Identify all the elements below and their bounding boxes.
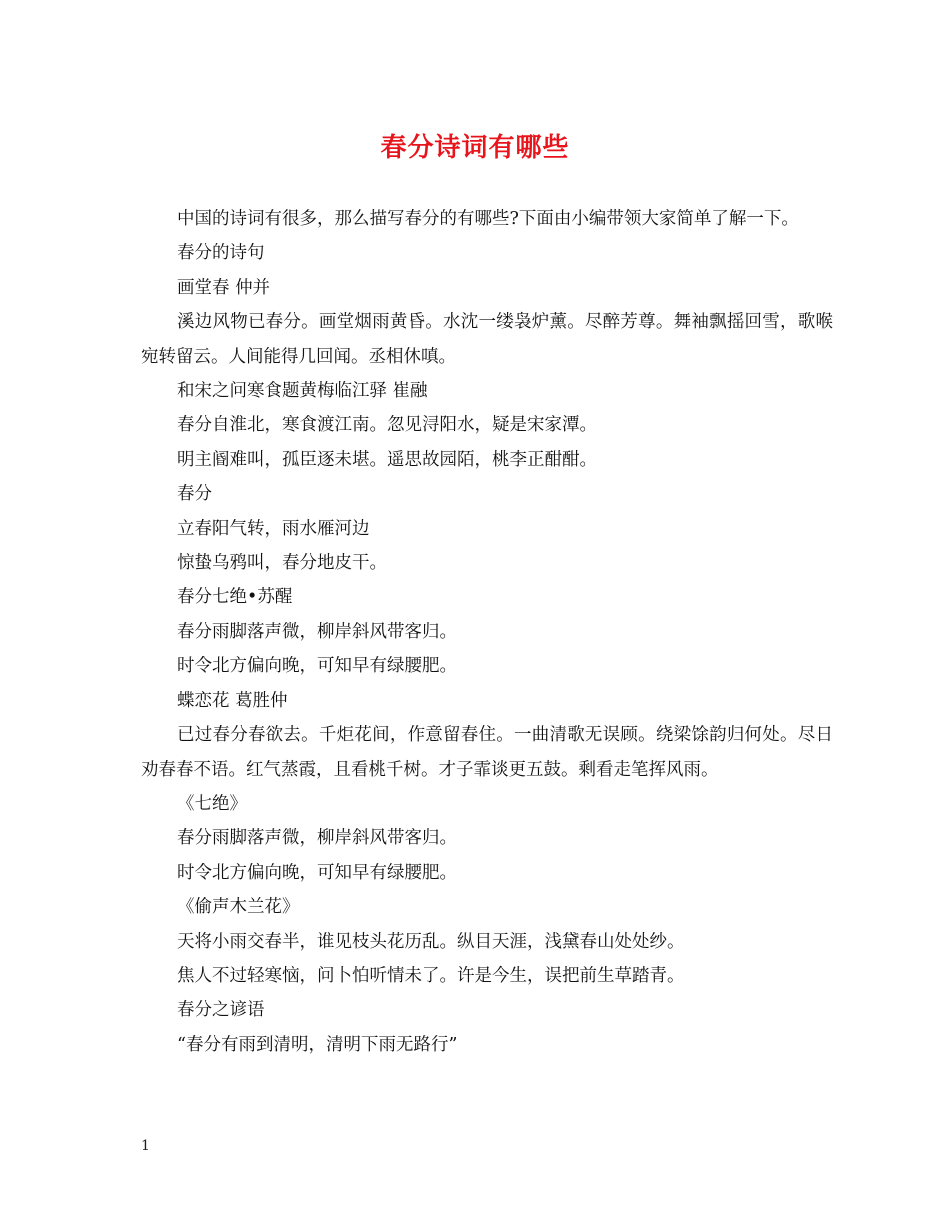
poem-line: 时令北方偏向晚，可知早有绿腰肥。 [177,656,457,677]
poem-title: 画堂春 仲并 [177,277,271,298]
document-body [141,202,833,1062]
page-title: 春分诗词有哪些 [380,133,570,163]
poem-line: 时令北方偏向晚，可知早有绿腰肥。 [177,862,457,883]
poem-title: 《七绝》 [177,793,247,814]
poem-title: 和宋之问寒食题黄梅临江驿 崔融 [177,381,428,402]
poem-title: 春分七绝•苏醒 [177,587,293,608]
section-heading-poems: 春分的诗句 [177,243,265,264]
poem-line: 天将小雨交春半，谁见枝头花历乱。纵目天涯，浅黛春山处处纱。 [177,931,685,952]
poem-title: 春分 [177,484,212,505]
poem-line: 焦人不过轻寒恼，问卜怕听情未了。许是今生，误把前生草踏青。 [177,965,685,986]
poem-line: 春分雨脚落声微，柳岸斜风带客归。 [177,621,457,642]
section-heading-proverbs: 春分之谚语 [177,1000,265,1021]
proverb-line: “春分有雨到清明，清明下雨无路行” [177,1034,458,1055]
poem-line: 惊蛰乌鸦叫，春分地皮干。 [177,553,387,574]
poem-title: 蝶恋花 葛胜仲 [177,690,288,711]
poem-title: 《偷声木兰花》 [177,897,300,918]
poem-line: 立春阳气转，雨水雁河边 [177,518,370,539]
poem-line: 春分自淮北，寒食渡江南。忽见浔阳水，疑是宋家潭。 [177,415,597,436]
page-number: 1 [141,1138,150,1154]
poem-text: 溪边风物已春分。画堂烟雨黄昏。水沈一缕袅炉薰。尽醉芳尊。舞袖飘摇回雪，歌喉宛转留云。人间能得几回闻。丞相休嗔。 [141,312,833,367]
poem-text: 已过春分春欲去。千炬花间，作意留春住。一曲清歌无误顾。绕梁馀韵归何处。尽日劝春春不语。红气蒸霞，且看桃千树。才子霏谈更五鼓。剩看走笔挥风雨。 [141,725,833,780]
intro-paragraph: 中国的诗词有很多，那么描写春分的有哪些?下面由小编带领大家简单了解一下。 [177,209,799,229]
poem-line: 明主阍难叫，孤臣逐未堪。遥思故园陌，桃李正酣酣。 [177,449,597,470]
poem-line: 春分雨脚落声微，柳岸斜风带客归。 [177,828,457,849]
